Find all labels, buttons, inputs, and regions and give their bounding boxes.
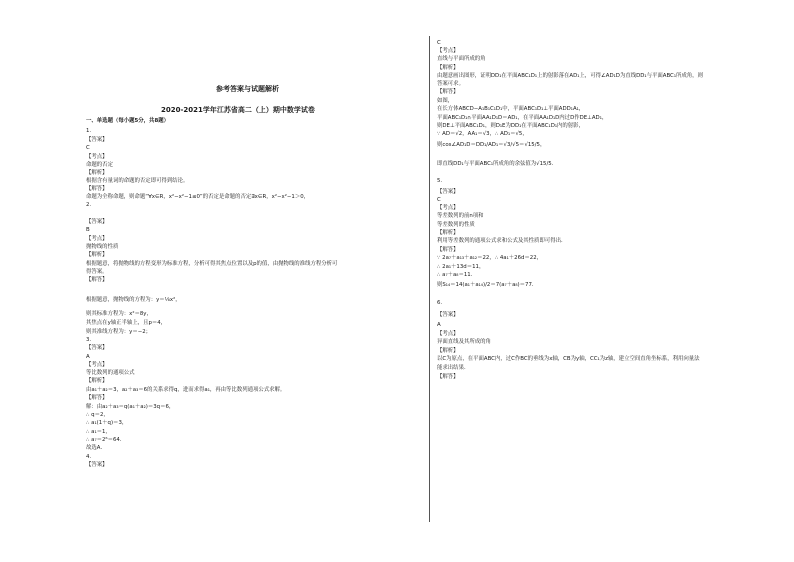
right-text-line: ∵ AD＝√2，AA₁＝√3，∴ AD₁＝√5，	[437, 131, 528, 137]
left-text-line: 【考点】	[86, 362, 108, 368]
left-text-line: 1.	[86, 128, 92, 134]
left-text-line: 【考点】	[86, 236, 108, 242]
right-text-line: 【考点】	[437, 48, 459, 54]
left-text-line: 【解析】	[86, 378, 108, 384]
left-text-line: 【答案】	[86, 462, 108, 468]
right-text-line: 【考点】	[437, 205, 459, 211]
left-text-line: 根据含有量词的命题的否定即可得到结论。	[86, 178, 189, 184]
left-text-line: A	[86, 354, 90, 360]
right-text-line: 【解答】	[437, 247, 459, 253]
right-text-line: C	[437, 40, 441, 46]
right-text-line: 如图，	[437, 98, 454, 104]
left-text-line: 等比数列的通项公式	[86, 370, 135, 376]
left-text-line: 根据题意，将抛物线的方程变形为标准方程，分析可得其焦点位置以及p的值，由抛物线的准线方程分析可	[86, 261, 338, 267]
right-text-line: 异面直线及其所成的角	[437, 339, 491, 345]
left-text-line: 【解答】	[86, 277, 108, 283]
left-text-line: 故选A．	[86, 445, 106, 451]
right-text-line: 等差数列的前n项和	[437, 213, 484, 219]
left-text-line: 【答案】	[86, 219, 108, 225]
right-text-line: ∵ 2a₇＋a₁₃＋a₁₂＝22，∴ 4a₁＋26d＝22，	[437, 255, 543, 261]
right-text-line: 【解析】	[437, 230, 459, 236]
right-text-line: 则DE⊥平面ABC₁D₁，则D₁E为DD₁在平面ABC₁D₁内的射影，	[437, 123, 584, 129]
left-text-line: 3.	[86, 337, 92, 343]
doc-title: 参考答案与试题解析	[216, 85, 279, 93]
right-text-line: 由题意画出图形，证明DD₁在平面ABC₁D₁上的射影落在AD₁上，可得∠AD₁D为直线DD₁与平面ABC₁所成角，则	[437, 73, 703, 79]
left-text-line: ∴ a₁＝1，	[86, 429, 111, 435]
right-text-line: 直线与平面所成的角	[437, 56, 486, 62]
right-text-line: 等差数列的性质	[437, 222, 475, 228]
left-text-line: 由a₁＋a₂＝3，a₂＋a₃＝6的关系求得q，进而求得a₁，再由等比数列通项公式求解。	[86, 387, 286, 393]
left-text-line: 则其准线方程为：y＝−2；	[86, 329, 152, 335]
right-text-line: 答案可求。	[437, 81, 464, 87]
left-text-line: ∴ a₁(1＋q)＝3，	[86, 420, 128, 426]
left-text-line: ∴ a₇＝2⁶＝64．	[86, 437, 126, 443]
left-text-line: 则其标准方程为：x²＝8y，	[86, 311, 152, 317]
left-text-line: 【解答】	[86, 395, 108, 401]
right-text-line: 则cos∠AD₁D＝DD₁/AD₁＝√3/√5＝√15/5，	[437, 142, 546, 148]
section-heading: 一、单选题（每小题5分，共8题）	[86, 118, 169, 124]
right-text-line: 【解析】	[437, 65, 459, 71]
right-text-line: 能求出结果．	[437, 365, 470, 371]
left-text-line: 2.	[86, 202, 92, 208]
right-text-line: 【解答】	[437, 89, 459, 95]
right-text-line: 利用等差数列的通项公式求和公式及其性质即可得出．	[437, 238, 567, 244]
right-text-line: C	[437, 197, 441, 203]
right-text-line: ∴ a₇＋a₈＝11．	[437, 272, 477, 278]
exam-title: 2020-2021学年江苏省高二（上）期中数学试卷	[161, 106, 315, 114]
left-text-line: C	[86, 145, 90, 151]
right-text-line: 【答案】	[437, 312, 459, 318]
left-text-line: 4.	[86, 454, 92, 460]
right-text-line: 即直线DD₁与平面ABC₁所成角的余弦值为√15/5．	[437, 161, 558, 167]
right-text-line: 【解析】	[437, 348, 459, 354]
left-text-line: 命题为全称命题，则命题“∀x∈R，x²−x²−1≤0”的否定是命题的否定∃x∈R，x²−x²−1＞0，	[86, 194, 310, 200]
right-text-line: 则S₁₄＝14(a₁＋a₁₄)/2＝7(a₇＋a₈)＝77．	[437, 282, 538, 288]
right-text-line: 5.	[437, 178, 443, 184]
right-text-line: A	[437, 322, 441, 328]
right-text-line: 在长方体ABCD−A₁B₁C₁D₁中，平面ABC₁D₁⊥平面ADD₁A₁，	[437, 106, 585, 112]
left-text-line: 【解析】	[86, 252, 108, 258]
left-text-line: 其焦点在y轴正半轴上，且p＝4，	[86, 320, 167, 326]
right-text-line: 6.	[437, 300, 443, 306]
right-text-line: 【答案】	[437, 189, 459, 195]
left-text-line: B	[86, 227, 90, 233]
left-text-line: ∴ q＝2，	[86, 412, 109, 418]
right-text-line: 【考点】	[437, 331, 459, 337]
left-text-line: 【解答】	[86, 186, 108, 192]
right-text-line: ∴ 2a₁＋13d＝11，	[437, 264, 485, 270]
left-text-line: 根据题意，抛物线的方程为：y＝⅛x²，	[86, 297, 181, 303]
left-text-line: 【考点】	[86, 154, 108, 160]
left-text-line: 【答案】	[86, 137, 108, 143]
left-text-line: 得答案。	[86, 269, 108, 275]
right-text-line: 以C为原点，在平面ABC内，过C作BC的垂线为x轴，CB为y轴，CC₁为z轴，建立空间直角坐标系，利用向量法	[437, 356, 700, 362]
right-text-line: 【解答】	[437, 374, 459, 380]
column-divider	[429, 36, 430, 522]
left-text-line: 【答案】	[86, 345, 108, 351]
right-text-line: 平面ABC₁D₁∩平面AA₁D₁D＝AD₁，在平面AA₁D₁D内过D作DE⊥AD₁，	[437, 115, 608, 121]
left-text-line: 【解析】	[86, 170, 108, 176]
left-text-line: 命题的否定	[86, 162, 113, 168]
left-text-line: 抛物线的性质	[86, 244, 119, 250]
left-text-line: 解：由a₂＋a₃＝q(a₁＋a₂)＝3q＝6，	[86, 404, 175, 410]
